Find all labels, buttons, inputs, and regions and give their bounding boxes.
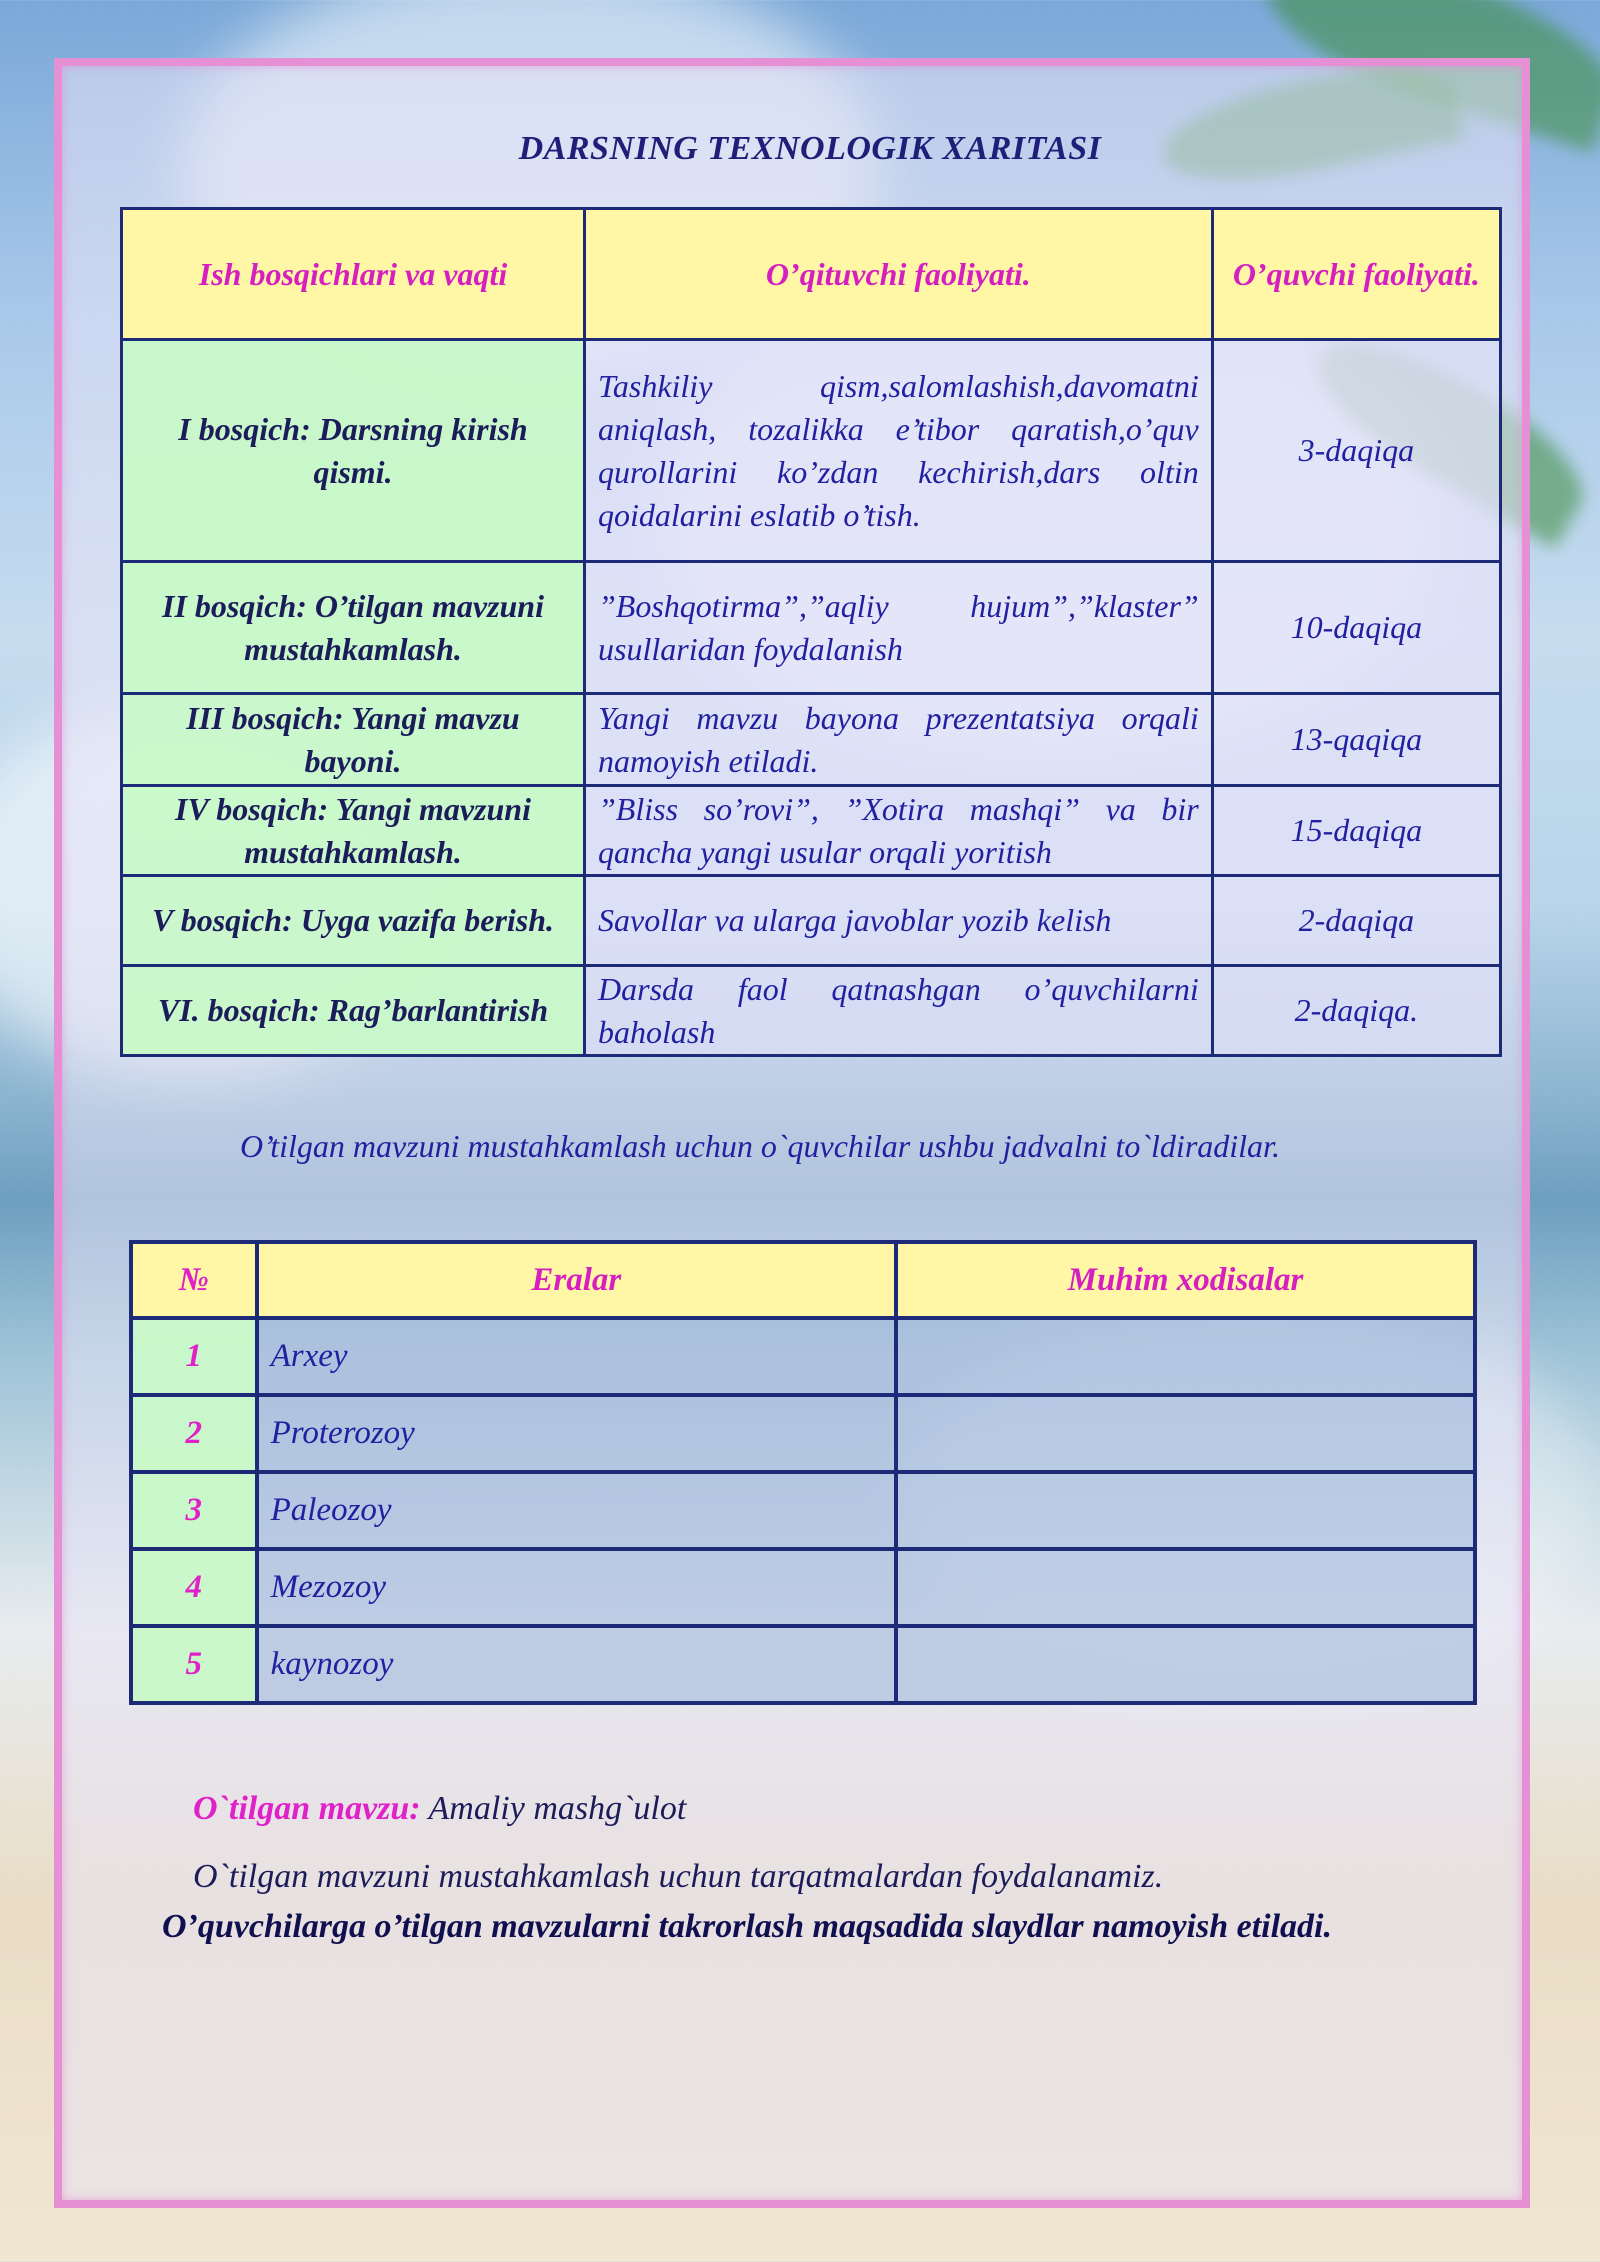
table-row xyxy=(122,966,1501,1056)
stage-cell: III bosqich: Yangi mavzu bayoni. xyxy=(122,694,585,786)
slides-paragraph: O’quvchilarga o’tilgan mavzularni takrorlash maqsadida slaydlar namoyish etiladi. xyxy=(162,1908,1332,1945)
table-row xyxy=(122,694,1501,786)
table-row xyxy=(131,1395,1475,1472)
table-header-row xyxy=(131,1242,1475,1318)
teacher-cell: Tashkiliy qism,salomlashish,davomatni aniqlash, tozalikka e’tibor qaratish,o’quv qurollarini ko’zdan kechirish,dars oltin qoidalarini eslatib o’tish. xyxy=(585,340,1213,562)
events-cell xyxy=(896,1318,1475,1395)
time-cell: 15-daqiqa xyxy=(1212,786,1500,876)
instruction-text: O’tilgan mavzuni mustahkamlash uchun o`quvchilar ushbu jadvalni to`ldiradilar. xyxy=(240,1128,1280,1164)
header-number: № xyxy=(131,1242,257,1318)
row-number: 3 xyxy=(131,1472,257,1549)
page-title: DARSNING TEXNOLOGIK XARITASI xyxy=(518,130,1102,167)
teacher-cell: ”Bliss so’rovi”, ”Xotira mashqi” va bir qancha yangi usular orqali yoritish xyxy=(585,786,1213,876)
stage-cell: I bosqich: Darsning kirish qismi. xyxy=(122,340,585,562)
era-cell: kaynozoy xyxy=(257,1626,896,1703)
row-number: 2 xyxy=(131,1395,257,1472)
era-cell: Paleozoy xyxy=(257,1472,896,1549)
header-stage: Ish bosqichlari va vaqti xyxy=(122,209,585,340)
row-number: 5 xyxy=(131,1626,257,1703)
time-cell: 3-daqiqa xyxy=(1212,340,1500,562)
table-row xyxy=(131,1318,1475,1395)
stage-cell: V bosqich: Uyga vazifa berish. xyxy=(122,876,585,966)
events-cell xyxy=(896,1549,1475,1626)
header-student: O’quvchi faoliyati. xyxy=(1212,209,1500,340)
stage-cell: VI. bosqich: Rag’barlantirish xyxy=(122,966,585,1056)
table-row xyxy=(131,1472,1475,1549)
table-row xyxy=(131,1626,1475,1703)
era-cell: Arxey xyxy=(257,1318,896,1395)
events-cell xyxy=(896,1626,1475,1703)
covered-topic-value: Amaliy mashg`ulot xyxy=(420,1790,687,1827)
time-cell: 10-daqiqa xyxy=(1212,562,1500,694)
header-events: Muhim xodisalar xyxy=(896,1242,1475,1318)
teacher-cell: Darsda faol qatnashgan o’quvchilarni baholash xyxy=(585,966,1213,1056)
era-cell: Proterozoy xyxy=(257,1395,896,1472)
events-cell xyxy=(896,1472,1475,1549)
eras-table xyxy=(129,1240,1477,1705)
handout-paragraph: O`tilgan mavzuni mustahkamlash uchun tarqatmalardan foydalanamiz. xyxy=(193,1858,1164,1895)
covered-topic-label: O`tilgan mavzu: xyxy=(193,1790,421,1827)
row-number: 1 xyxy=(131,1318,257,1395)
header-teacher: O’qituvchi faoliyati. xyxy=(585,209,1213,340)
events-cell xyxy=(896,1395,1475,1472)
table-row xyxy=(131,1549,1475,1626)
table-row xyxy=(122,786,1501,876)
header-eras: Eralar xyxy=(257,1242,896,1318)
time-cell: 2-daqiqa xyxy=(1212,876,1500,966)
era-cell: Mezozoy xyxy=(257,1549,896,1626)
table-row xyxy=(122,340,1501,562)
teacher-cell: Savollar va ularga javoblar yozib kelish xyxy=(585,876,1213,966)
time-cell: 2-daqiqa. xyxy=(1212,966,1500,1056)
stage-cell: II bosqich: O’tilgan mavzuni mustahkamlash. xyxy=(122,562,585,694)
time-cell: 13-qaqiqa xyxy=(1212,694,1500,786)
table-row xyxy=(122,562,1501,694)
stage-cell: IV bosqich: Yangi mavzuni mustahkamlash. xyxy=(122,786,585,876)
row-number: 4 xyxy=(131,1549,257,1626)
teacher-cell: Yangi mavzu bayona prezentatsiya orqali namoyish etiladi. xyxy=(585,694,1213,786)
covered-topic-line xyxy=(193,1790,686,1828)
table-header-row xyxy=(122,209,1501,340)
lesson-plan-table xyxy=(120,207,1502,1057)
teacher-cell: ”Boshqotirma”,”aqliy hujum”,”klaster” usullaridan foydalanish xyxy=(585,562,1213,694)
table-row xyxy=(122,876,1501,966)
